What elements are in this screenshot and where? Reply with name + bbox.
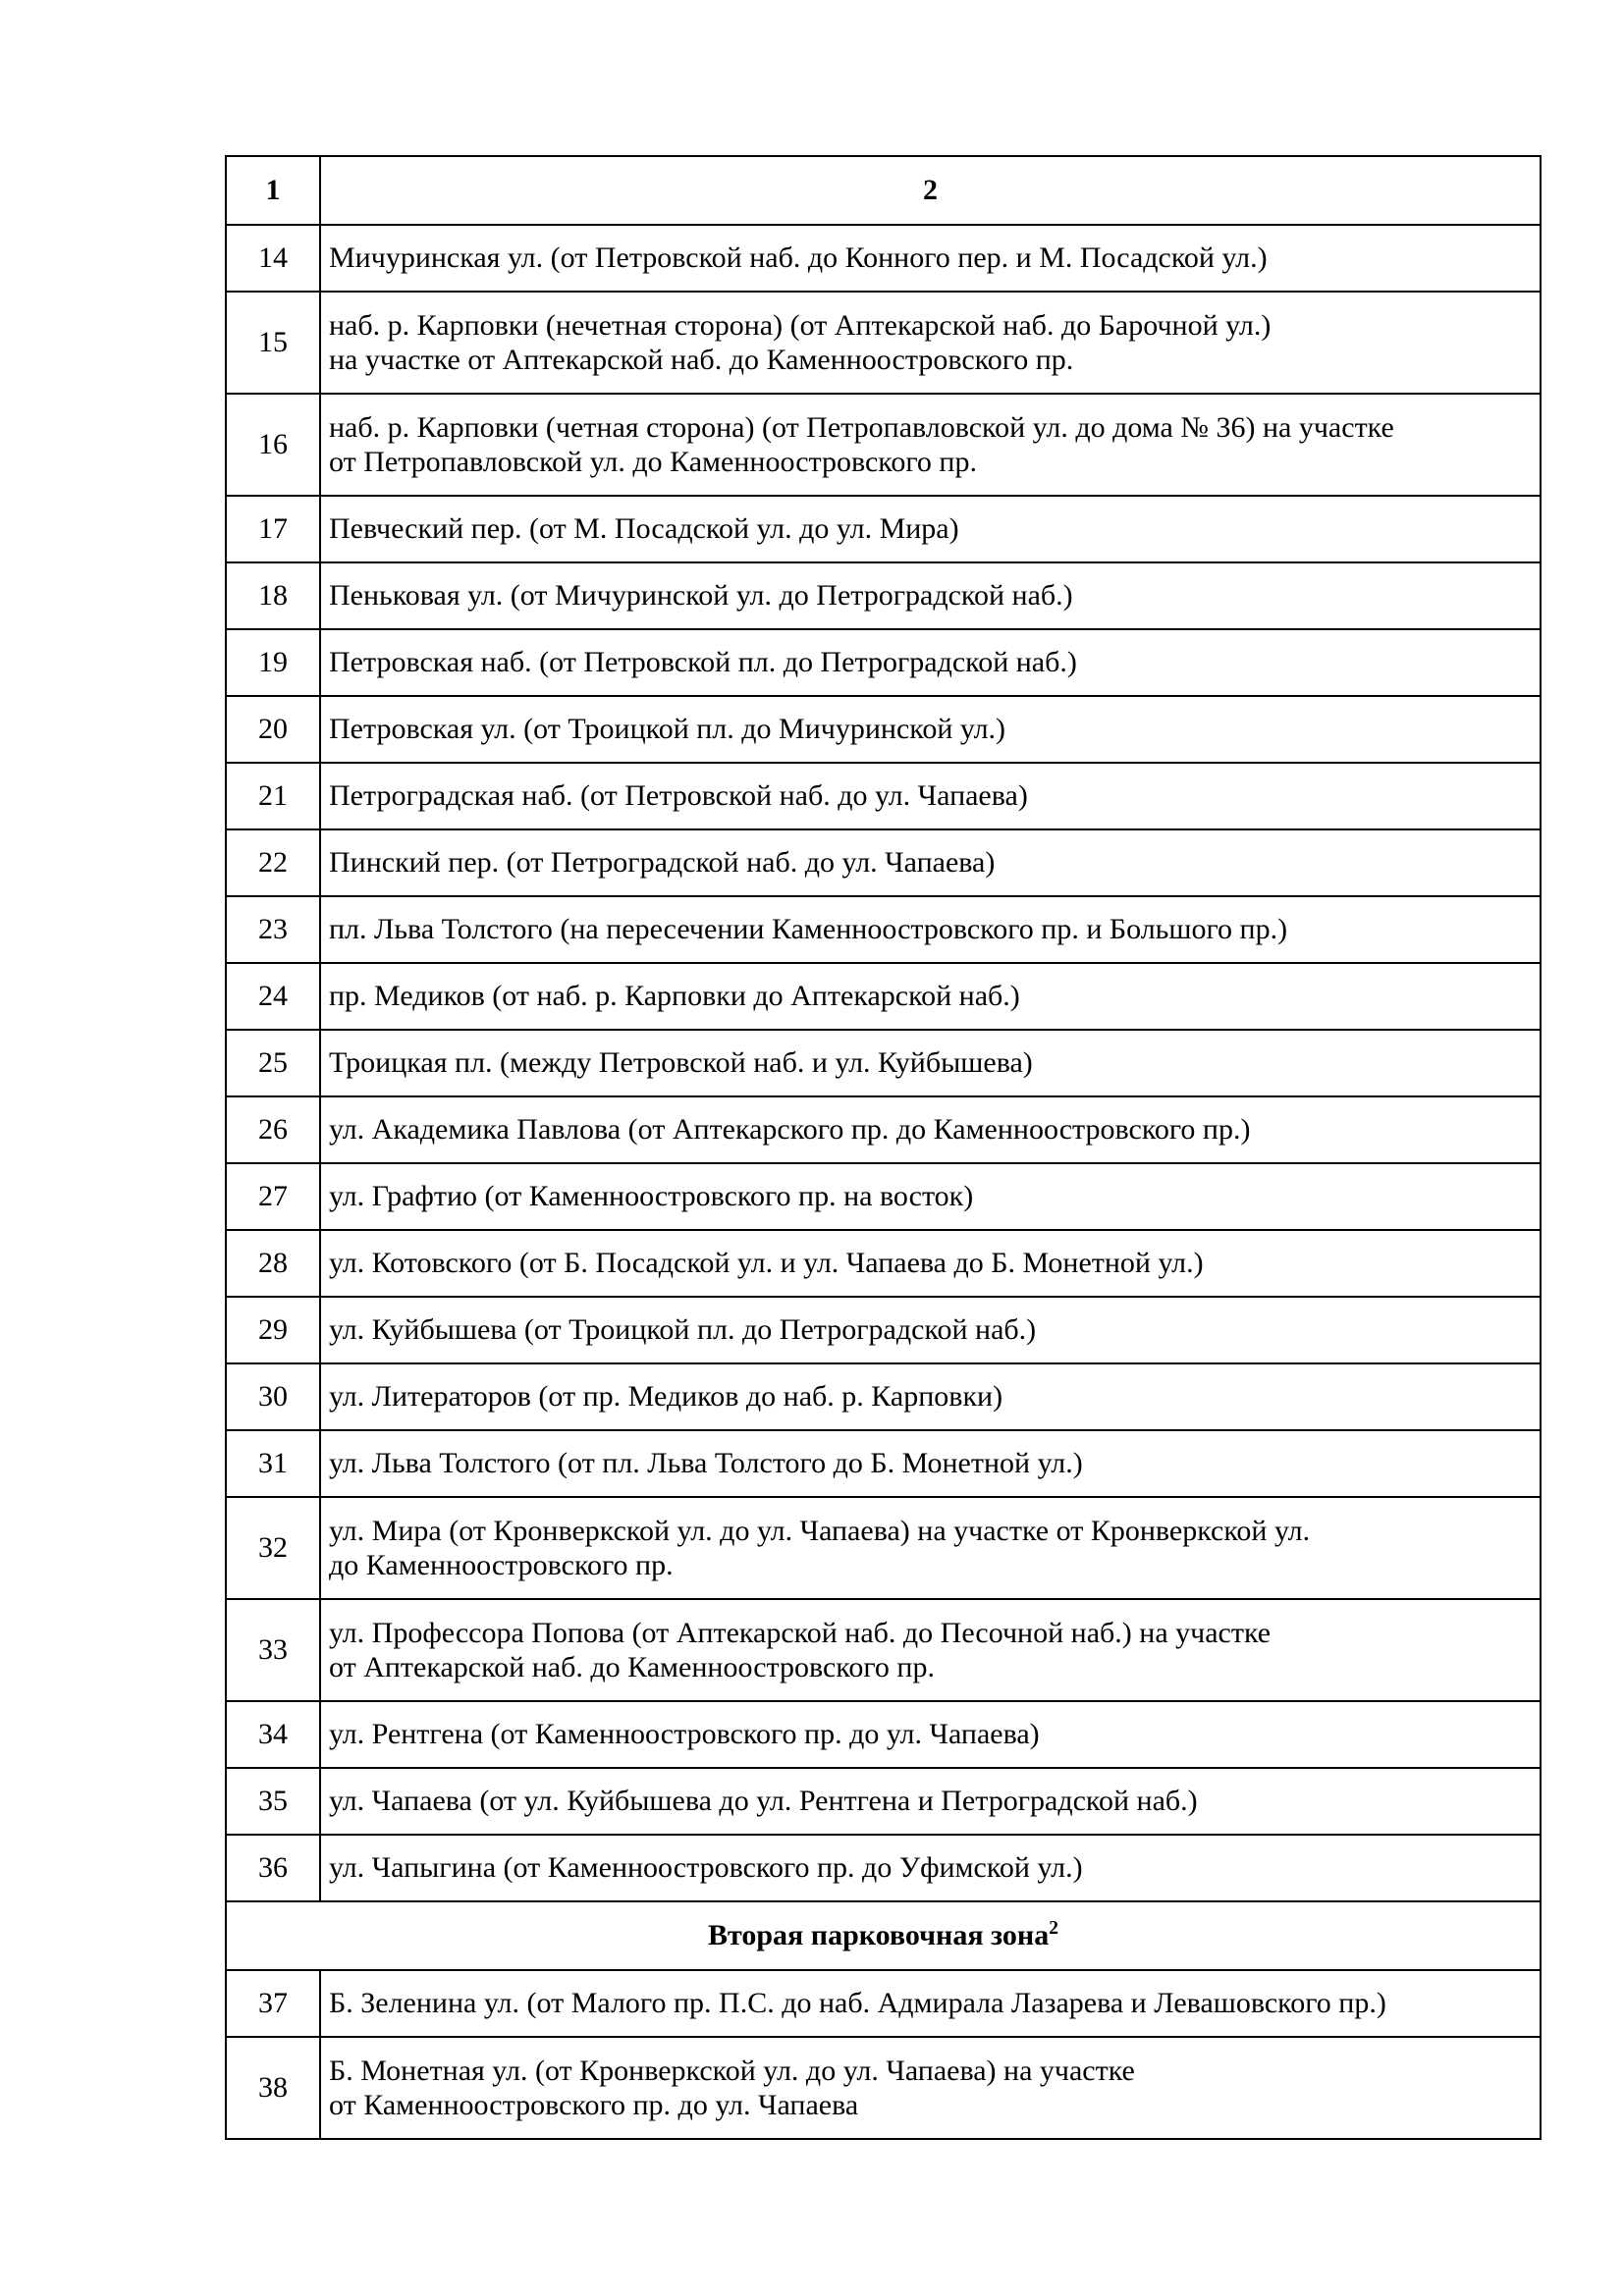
description-line: Петровская ул. (от Троицкой пл. до Мичуринской ул.) [329, 713, 1006, 746]
section-title: Вторая парковочная зона [708, 1919, 1050, 1952]
row-street-description [320, 896, 1541, 963]
description-line: Троицкая пл. (между Петровской наб. и ул. Куйбышева) [329, 1046, 1033, 1080]
row-number: 29 [226, 1297, 320, 1363]
description-line: ул. Котовского (от Б. Посадской ул. и ул. Чапаева до Б. Монетной ул.) [329, 1247, 1204, 1280]
row-number: 38 [226, 2037, 320, 2139]
row-street-description [320, 963, 1541, 1030]
description-line: ул. Куйбышева (от Троицкой пл. до Петроградской наб.) [329, 1313, 1037, 1347]
description-line: наб. р. Карповки (четная сторона) (от Петропавловской ул. до дома № 36) на участке [329, 410, 1394, 444]
row-number: 21 [226, 763, 320, 829]
description-line: пл. Льва Толстого (на пересечении Каменноостровского пр. и Большого пр.) [329, 913, 1288, 946]
row-number: 37 [226, 1970, 320, 2037]
row-street-description [320, 1768, 1541, 1835]
description-line: ул. Графтио (от Каменноостровского пр. на восток) [329, 1180, 974, 1213]
table-row [226, 394, 1541, 496]
table-row [226, 1363, 1541, 1430]
description-line: Пеньковая ул. (от Мичуринской ул. до Петроградской наб.) [329, 579, 1073, 613]
table-row [226, 829, 1541, 896]
row-number: 30 [226, 1363, 320, 1430]
table-row [226, 496, 1541, 562]
description-line: ул. Мира (от Кронверкской ул. до ул. Чапаева) на участке от Кронверкской ул. [329, 1514, 1311, 1547]
description-line: от Петропавловской ул. до Каменноостровского пр. [329, 446, 977, 478]
row-number: 18 [226, 562, 320, 629]
row-street-description [320, 829, 1541, 896]
row-street-description [320, 1701, 1541, 1768]
description-line: ул. Чапыгина (от Каменноостровского пр. до Уфимской ул.) [329, 1851, 1083, 1885]
row-number: 15 [226, 292, 320, 394]
row-number: 31 [226, 1430, 320, 1497]
row-street-description [320, 1230, 1541, 1297]
table-row [226, 1297, 1541, 1363]
table-header-row [226, 156, 1541, 225]
row-street-description [320, 1497, 1541, 1599]
row-number: 24 [226, 963, 320, 1030]
row-number: 27 [226, 1163, 320, 1230]
description-line: пр. Медиков (от наб. р. Карповки до Аптекарской наб.) [329, 980, 1020, 1013]
description-line: Пинский пер. (от Петроградской наб. до ул. Чапаева) [329, 846, 996, 880]
description-line: до Каменноостровского пр. [329, 1549, 674, 1581]
row-number: 19 [226, 629, 320, 696]
description-line: ул. Рентгена (от Каменноостровского пр. до ул. Чапаева) [329, 1718, 1040, 1751]
description-line: наб. р. Карповки (нечетная сторона) (от Аптекарской наб. до Барочной ул.) [329, 308, 1272, 342]
description-line: Певческий пер. (от М. Посадской ул. до ул. Мира) [329, 512, 959, 546]
row-street-description [320, 1835, 1541, 1901]
row-number: 32 [226, 1497, 320, 1599]
row-street-description [320, 292, 1541, 394]
row-street-description [320, 1297, 1541, 1363]
table-row [226, 1497, 1541, 1599]
row-street-description [320, 1096, 1541, 1163]
section-title-cell [226, 1901, 1541, 1970]
row-number: 28 [226, 1230, 320, 1297]
row-street-description [320, 763, 1541, 829]
description-line: Б. Зеленина ул. (от Малого пр. П.С. до наб. Адмирала Лазарева и Левашовского пр.) [329, 1987, 1386, 2020]
row-number: 35 [226, 1768, 320, 1835]
description-line: Петроградская наб. (от Петровской наб. до ул. Чапаева) [329, 779, 1028, 813]
table-row [226, 562, 1541, 629]
row-number: 36 [226, 1835, 320, 1901]
row-number: 22 [226, 829, 320, 896]
row-street-description [320, 225, 1541, 292]
row-number: 23 [226, 896, 320, 963]
section-footnote-mark: 2 [1049, 1918, 1058, 1940]
table-row [226, 1835, 1541, 1901]
row-street-description [320, 1430, 1541, 1497]
table-row [226, 1701, 1541, 1768]
table-row [226, 292, 1541, 394]
row-number: 14 [226, 225, 320, 292]
row-street-description [320, 496, 1541, 562]
description-line: Б. Монетная ул. (от Кронверкской ул. до ул. Чапаева) на участке [329, 2054, 1135, 2087]
row-number: 33 [226, 1599, 320, 1701]
table-row [226, 763, 1541, 829]
description-line: Петровская наб. (от Петровской пл. до Петроградской наб.) [329, 646, 1077, 679]
description-line: ул. Льва Толстого (от пл. Льва Толстого до Б. Монетной ул.) [329, 1447, 1083, 1480]
table-row [226, 963, 1541, 1030]
row-number: 26 [226, 1096, 320, 1163]
table-row [226, 225, 1541, 292]
description-line: ул. Чапаева (от ул. Куйбышева до ул. Рентгена и Петроградской наб.) [329, 1785, 1198, 1818]
row-number: 25 [226, 1030, 320, 1096]
row-number: 34 [226, 1701, 320, 1768]
description-line: Мичуринская ул. (от Петровской наб. до Конного пер. и М. Посадской ул.) [329, 241, 1268, 275]
table-row [226, 1096, 1541, 1163]
description-line: от Каменноостровского пр. до ул. Чапаева [329, 2089, 859, 2121]
row-street-description [320, 1970, 1541, 2037]
table-row [226, 629, 1541, 696]
row-street-description [320, 1163, 1541, 1230]
row-street-description [320, 629, 1541, 696]
description-line: ул. Литераторов (от пр. Медиков до наб. р. Карповки) [329, 1380, 1003, 1414]
row-number: 20 [226, 696, 320, 763]
table-row [226, 1430, 1541, 1497]
section-header-row [226, 1901, 1541, 1970]
table-row [226, 1030, 1541, 1096]
table-row [226, 896, 1541, 963]
description-line: на участке от Аптекарской наб. до Каменноостровского пр. [329, 344, 1074, 376]
table-row [226, 2037, 1541, 2139]
row-street-description [320, 1599, 1541, 1701]
description-line: ул. Профессора Попова (от Аптекарской наб. до Песочной наб.) на участке [329, 1616, 1272, 1649]
description-line: от Аптекарской наб. до Каменноостровского пр. [329, 1651, 935, 1683]
table-row [226, 1163, 1541, 1230]
header-col-1: 1 [226, 156, 320, 225]
table-row [226, 1768, 1541, 1835]
row-number: 17 [226, 496, 320, 562]
table-row [226, 1230, 1541, 1297]
row-street-description [320, 1363, 1541, 1430]
table-row [226, 1970, 1541, 2037]
header-col-2: 2 [320, 156, 1541, 225]
table-row [226, 1599, 1541, 1701]
table-row [226, 696, 1541, 763]
row-street-description [320, 1030, 1541, 1096]
row-street-description [320, 394, 1541, 496]
description-line: ул. Академика Павлова (от Аптекарского пр. до Каменноостровского пр.) [329, 1113, 1251, 1147]
row-number: 16 [226, 394, 320, 496]
streets-table-body [226, 156, 1541, 2139]
streets-table [225, 155, 1542, 2140]
row-street-description [320, 696, 1541, 763]
row-street-description [320, 2037, 1541, 2139]
row-street-description [320, 562, 1541, 629]
